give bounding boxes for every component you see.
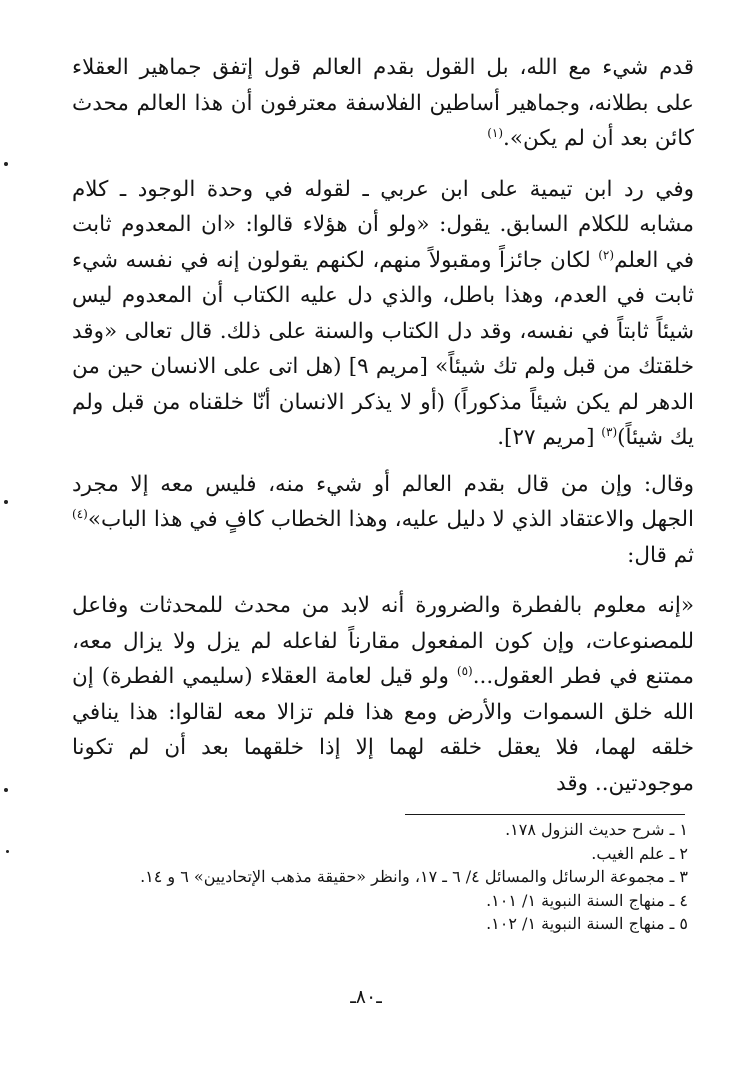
scan-speck — [4, 162, 8, 166]
footnote-5: ٥ ـ منهاج السنة النبوية ١/ ١٠٢. — [486, 914, 688, 933]
paragraph-2: وفي رد ابن تيمية على ابن عربي ـ لقوله في وحدة الوجود ـ كلام مشابه للكلام السابق. يقول: «ولو أن هؤلاء قالوا: «ان المعدوم ثابت في العلم$^{(٢)}$ لكان جائزاً ومقبولاً منهم، لكنهم يقولون إنه في نفسه شيء ثابت في العدم، وهذا باطل، والذي دل عليه الكتاب أن المعدوم ليس شيئاً ثابتاً في نفسه، وقد دل الكتاب والسنة على ذلك. قال تعالى «وقد خلقتك من قبل ولم تك شيئاً» [مريم ٩] (هل اتى على الانسان حين من الدهر لم يكن شيئاً مذكوراً) (أو لا يذكر الانسان أنّا خلقناه من قبل ولم يك شيئاً)$^{(٣)}$ [مريم ٢٧]. — [72, 176, 694, 450]
footnote-ref-1: (١) — [487, 125, 504, 140]
paragraph-4: «إنه معلوم بالفطرة والضرورة أنه لابد من محدث للمحدثات وفاعل للمصنوعات، وإن كون المفعول مقارناً لفاعله لم يزل ولا يزال معه، ممتنع في فطر العقول...$^{(٥)}$ ولو قيل لعامة العقلاء (سليمي الفطرة) إن الله خلق السموات والأرض ومع هذا فلم تزالا معه لقالوا: هذا ينافي خلقه لهما، فلا يعقل خلقه لهما إلا إذا خلقهما بعد أن لم تكونا موجودتين.. وقد — [72, 593, 694, 796]
footnote-1: ١ ـ شرح حديث النزول ١٧٨. — [505, 820, 688, 839]
footnote-ref-5: (٥) — [456, 663, 473, 678]
main-text — [72, 50, 694, 801]
footnote-ref-3: (٣) — [601, 424, 618, 439]
page-number: ـ٨٠ـ — [350, 986, 382, 1008]
footnote-divider — [405, 814, 685, 815]
footnote-4: ٤ ـ منهاج السنة النبوية ١/ ١٠١. — [486, 890, 688, 910]
paragraph-1: قدم شيء مع الله، بل القول بقدم العالم قول إتفق جماهير العقلاء على بطلانه، وجماهير أساطين الفلاسفة معترفون أن هذا العالم محدث كائن بعد أن لم يكن».$^{(١)}$ — [72, 55, 695, 151]
scan-speck — [6, 850, 9, 853]
scan-speck — [4, 788, 8, 792]
paragraph-3: وقال: وإن من قال بقدم العالم أو شيء منه، فليس معه إلا مجرد الجهل والاعتقاد الذي لا دليل عليه، وهذا الخطاب كافٍ في هذا الباب»$^{(٤)}$ ثم قال: — [72, 471, 694, 568]
footnotes — [60, 818, 688, 936]
footnote-ref-2: (٢) — [598, 247, 615, 262]
footnote-ref-4: (٤) — [72, 506, 88, 521]
scan-speck — [4, 500, 8, 504]
footnote-3: ٣ ـ مجموعة الرسائل والمسائل ٤/ ٦ ـ ١٧، وانظر «حقيقة مذهب الإتحاديين» ٦ و ١٤. — [140, 867, 688, 886]
footnote-2: ٢ ـ علم الغيب. — [591, 843, 688, 863]
